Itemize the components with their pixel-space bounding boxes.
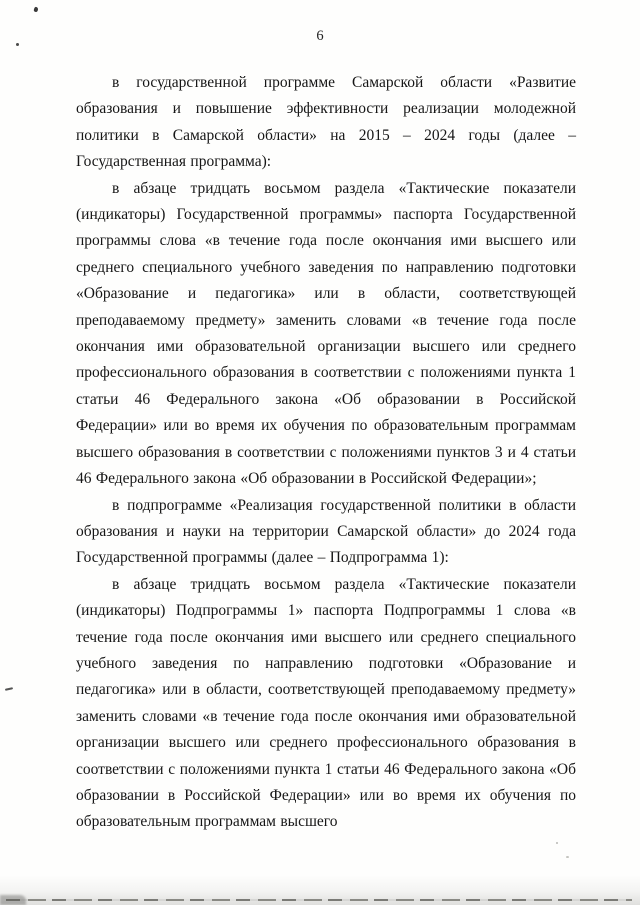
page-number: 6: [316, 28, 324, 44]
scan-page-edge: [6, 899, 632, 901]
scan-artifact-speck: [556, 842, 558, 844]
paragraph-program-intro: в государственной программе Самарской области «Развитие образования и повышение эффективности реализации молодежной политики в Самарской области» на 2015 – 2024 годы (далее – Государственная программа):: [76, 74, 576, 171]
scan-artifact-dot: [16, 43, 19, 46]
scan-artifact-speck: [566, 856, 569, 858]
paragraph-subprogram-amendment: в абзаце тридцать восьмом раздела «Тактические показатели (индикаторы) Подпрограммы 1» паспорта Подпрограммы 1 слова «в течение года после окончания ими высшего или среднего специального учебного заведения по направлению подготовки «Образование и педагогика» или в области, соответствующей преподаваемому предмету» заменить словами «в течение года после окончания ими образовательной организации высшего или среднего профессионального образования в соответствии с положениями пункта 1 статьи 46 Федерального закона «Об образовании в Российской Федерации» или во время их обучения по образовательным программам высшего: [76, 575, 576, 831]
scan-artifact-mark: [33, 6, 38, 12]
paragraph-program-amendment: в абзаце тридцать восьмом раздела «Тактические показатели (индикаторы) Государственной программы» паспорта Государственной программы слова «в течение года после окончания ими высшего или среднего специального учебного заведения по направлению подготовки «Образование и педагогика» или в области, соответствующей преподаваемому предмету» заменить словами «в течение года после окончания ими образовательной организации высшего или среднего профессионального образования в соответствии с положениями пункта 1 статьи 46 Федерального закона «Об образовании в Российской Федерации» или во время их обучения по образовательным программам высшего образования в соответствии с положениями пунктов 3 и 4 статьи 46 Федерального закона «Об образовании в Российской Федерации»;: [76, 179, 576, 488]
scan-artifact-tilde: [5, 687, 13, 691]
document-body: [76, 70, 576, 836]
paragraph-subprogram-intro: в подпрограмме «Реализация государственной политики в области образования и науки на территории Самарской области» до 2024 года Государственной программы (далее – Подпрограмма 1):: [76, 496, 576, 567]
